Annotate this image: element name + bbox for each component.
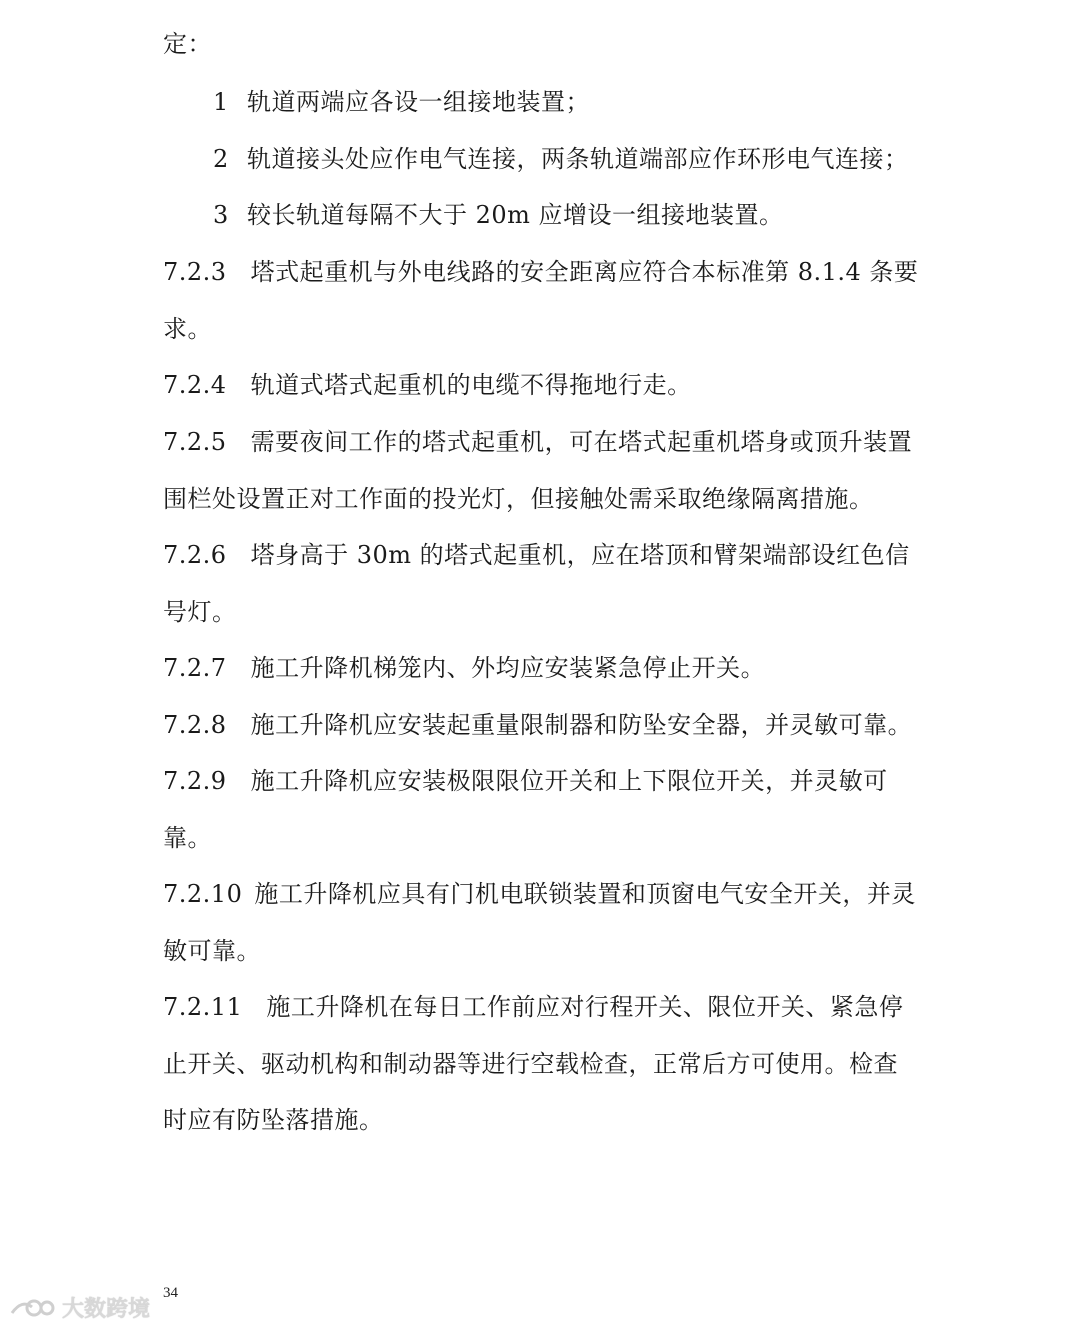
clause-text: 施工升降机应具有门机电联锁装置和顶窗电气安全开关，并灵 — [254, 880, 916, 908]
clause-text: 施工升降机应安装极限限位开关和上下限位开关，并灵敏可 — [250, 767, 888, 795]
clause-number: 7.2.7 — [163, 654, 227, 682]
clause-number: 7.2.3 — [163, 258, 227, 286]
clause-line — [163, 539, 910, 571]
line-text: 敏可靠。 — [163, 937, 261, 965]
text-line — [163, 1048, 898, 1080]
clause-line — [163, 256, 918, 288]
text-line — [163, 596, 237, 628]
clause-number: 7.2.5 — [163, 428, 227, 456]
clause-number: 7.2.6 — [163, 541, 227, 569]
clause-text: 塔身高于 30m 的塔式起重机，应在塔顶和臂架端部设红色信 — [250, 541, 910, 569]
watermark-text: 大数跨境 — [62, 1296, 151, 1322]
text-line — [163, 28, 212, 60]
eye-logo-icon — [8, 1293, 56, 1321]
list-item-text: 轨道两端应各设一组接地装置； — [247, 88, 590, 116]
text-line — [163, 313, 212, 345]
clause-number: 7.2.9 — [163, 767, 227, 795]
line-text: 止开关、驱动机构和制动器等进行空载检查，正常后方可使用。检查 — [163, 1050, 898, 1078]
clause-text: 施工升降机在每日工作前应对行程开关、限位开关、紧急停 — [266, 993, 904, 1021]
clause-text: 塔式起重机与外电线路的安全距离应符合本标准第 8.1.4 条要 — [250, 258, 919, 286]
list-item-text: 较长轨道每隔不大于 20m 应增设一组接地装置。 — [247, 201, 784, 229]
list-item-number: 2 — [213, 145, 229, 173]
clause-number: 7.2.8 — [163, 711, 227, 739]
list-item — [213, 86, 590, 118]
text-line — [163, 822, 212, 854]
clause-text: 需要夜间工作的塔式起重机，可在塔式起重机塔身或顶升装置 — [250, 428, 913, 456]
clause-number: 7.2.10 — [163, 880, 243, 908]
line-text: 靠。 — [163, 824, 212, 852]
list-item — [213, 143, 909, 175]
clause-line — [163, 369, 692, 401]
clause-text: 施工升降机应安装起重量限制器和防坠安全器，并灵敏可靠。 — [250, 711, 913, 739]
text-line — [163, 483, 874, 515]
page-number: 34 — [163, 1285, 178, 1301]
list-item-number: 1 — [213, 88, 229, 116]
watermark — [8, 1290, 150, 1324]
clause-line — [163, 878, 916, 910]
text-line — [163, 1104, 384, 1136]
clause-line — [163, 426, 912, 458]
clause-text: 施工升降机梯笼内、外均应安装紧急停止开关。 — [250, 654, 766, 682]
clause-line — [163, 765, 888, 797]
line-text: 围栏处设置正对工作面的投光灯，但接触处需采取绝缘隔离措施。 — [163, 485, 874, 513]
line-text: 号灯。 — [163, 598, 237, 626]
clause-number: 7.2.11 — [163, 993, 243, 1021]
line-text: 定： — [163, 30, 212, 58]
text-line — [163, 935, 261, 967]
line-text: 时应有防坠落措施。 — [163, 1106, 384, 1134]
list-item-number: 3 — [213, 201, 229, 229]
clause-text: 轨道式塔式起重机的电缆不得拖地行走。 — [250, 371, 692, 399]
clause-line — [163, 991, 903, 1023]
clause-line — [163, 652, 765, 684]
list-item-text: 轨道接头处应作电气连接，两条轨道端部应作环形电气连接； — [247, 145, 909, 173]
line-text: 求。 — [163, 315, 212, 343]
list-item — [213, 199, 784, 231]
clause-line — [163, 709, 912, 741]
clause-number: 7.2.4 — [163, 371, 227, 399]
